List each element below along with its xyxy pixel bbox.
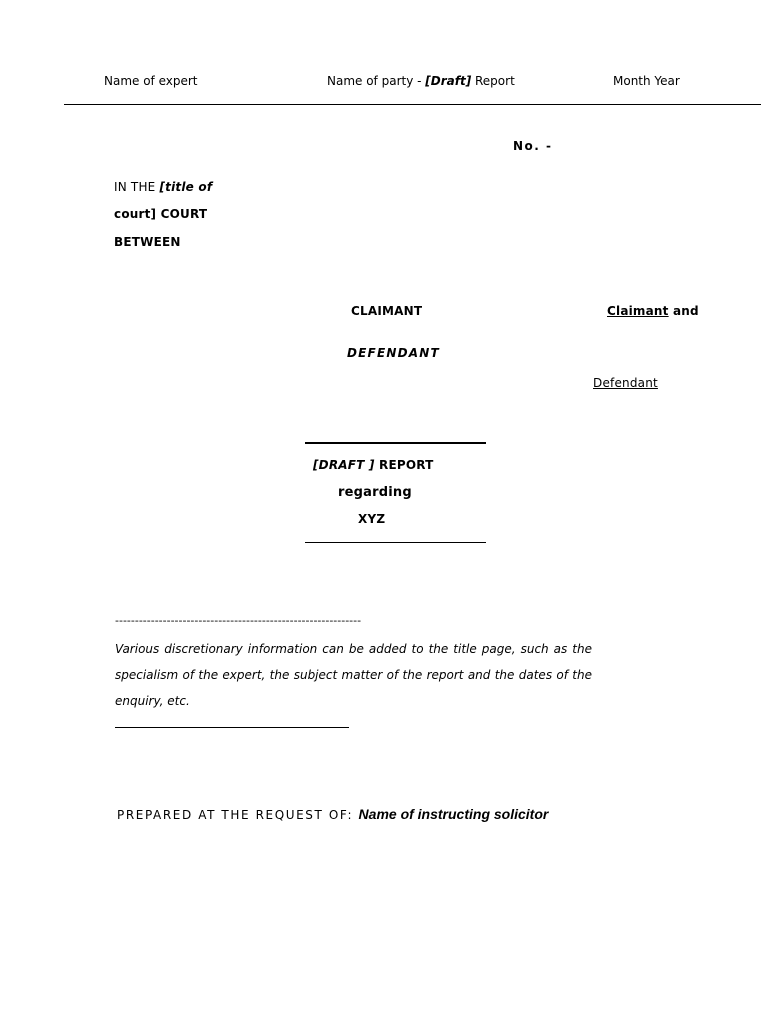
between-label: BETWEEN [114,235,181,249]
court-title-of: [title of [159,180,213,194]
court-line-1 [114,180,212,194]
report-bottom-rule [305,542,486,543]
claimant-and: and [668,304,699,318]
defendant-caps: DEFENDANT [347,346,440,360]
defendant-right: Defendant [593,376,658,390]
header-report-word: Report [471,74,515,88]
header-party-report [327,74,515,88]
instructing-solicitor-name: Name of instructing solicitor [358,806,549,822]
disclaimer-dashes: -------------------------------------------------------------- [115,614,362,627]
header-rule [64,104,761,105]
disclaimer-rule [115,727,349,728]
case-number: No. - [513,139,553,153]
header-draft-marker: [Draft] [425,74,472,88]
claimant-right-name: Claimant [607,304,669,318]
disclaimer-text: Various discretionary information can be added to the title page, such as the specialism of the expert, the subject matter of the report and the dates of the enquiry, etc. [115,642,592,708]
report-draft-marker: [DRAFT ] [313,458,375,472]
header-date: Month Year [613,74,680,88]
prepared-line [117,804,548,823]
court-line-2: court] COURT [114,207,208,221]
report-title [313,458,434,472]
regarding-label: regarding [338,485,412,500]
prepared-label: PREPARED AT THE REQUEST OF: [117,808,359,822]
report-top-rule [305,442,486,444]
report-word: REPORT [374,458,434,472]
claimant-caps: CLAIMANT [351,304,423,318]
header-expert-name: Name of expert [104,74,198,88]
claimant-right [607,304,699,318]
report-subject: XYZ [358,512,386,526]
header-party-prefix: Name of party - [327,74,426,88]
court-in-the: IN THE [114,180,160,194]
